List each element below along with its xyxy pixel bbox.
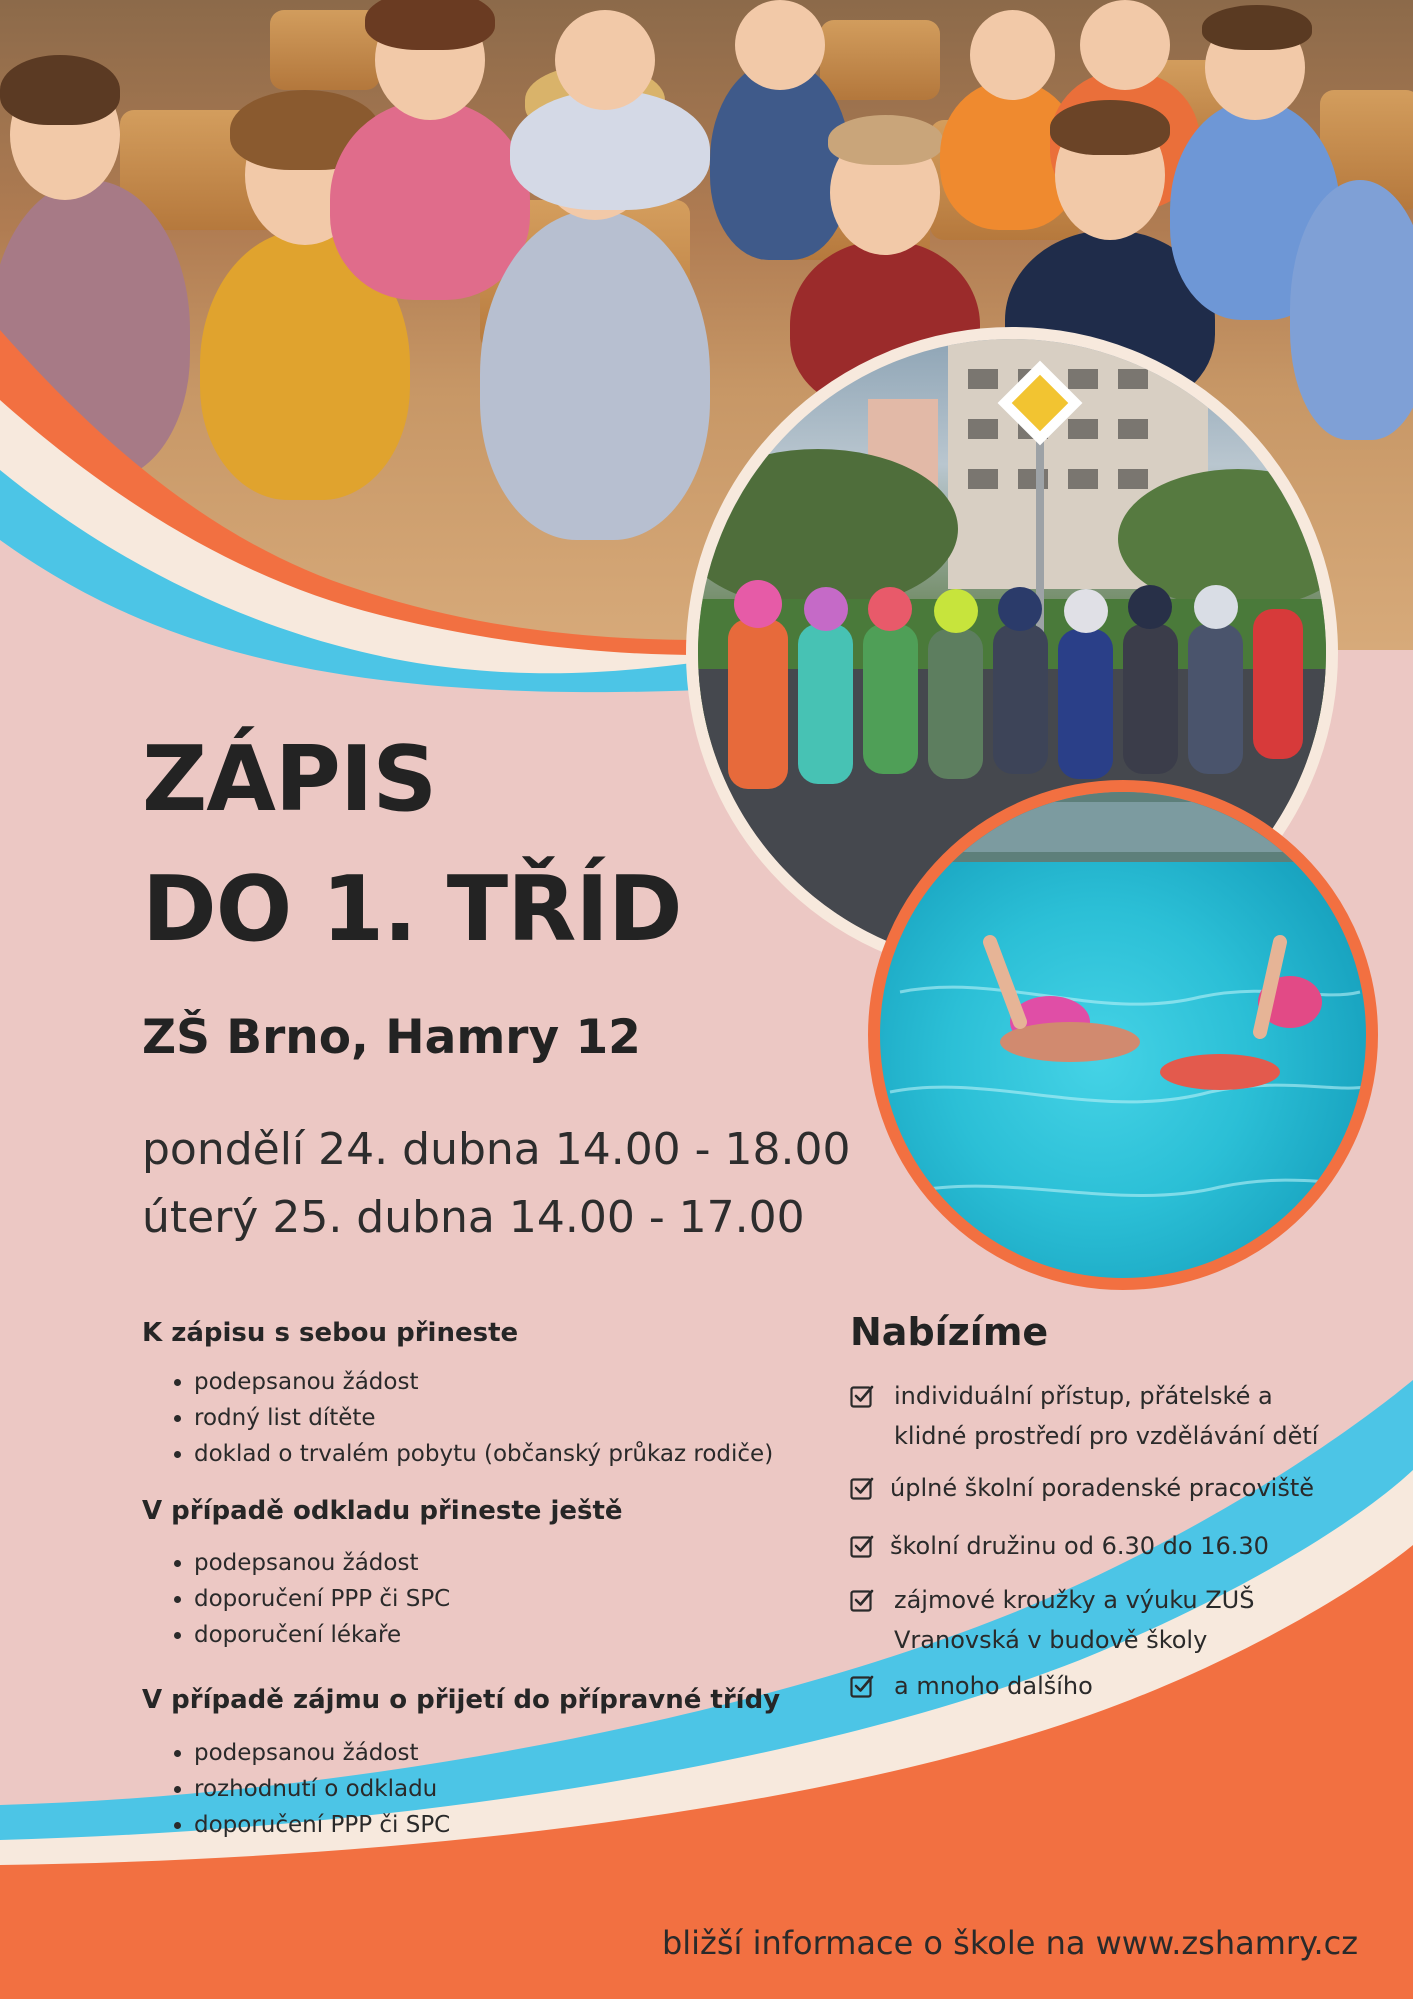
list-item: • doklad o trvalém pobytu (občanský průkaz rodiče): [194, 1436, 773, 1472]
checkbox-icon: [850, 1534, 874, 1558]
checkbox-icon: [850, 1384, 874, 1408]
list-item: • podepsanou žádost: [194, 1364, 773, 1400]
offer-item: [850, 1468, 1370, 1508]
offer-text: klidné prostředí pro vzdělávání dětí: [894, 1422, 1319, 1450]
offer-text: individuální přístup, přátelské a: [894, 1382, 1273, 1410]
date-tuesday: úterý 25. dubna 14.00 - 17.00: [142, 1192, 805, 1243]
footer-info: bližší informace o škole na www.zshamry.cz: [661, 1924, 1358, 1962]
postpone-heading: V případě odkladu přineste ještě: [142, 1496, 623, 1526]
offer-text: Vranovská v budově školy: [894, 1626, 1208, 1654]
list-item: • doporučení PPP či SPC: [194, 1807, 450, 1843]
list-item: • doporučení PPP či SPC: [194, 1581, 450, 1617]
prep-heading: V případě zájmu o přijetí do přípravné třídy: [142, 1685, 781, 1715]
checkbox-icon: [850, 1674, 874, 1698]
offer-heading: Nabízíme: [850, 1310, 1049, 1354]
date-monday: pondělí 24. dubna 14.00 - 18.00: [142, 1124, 851, 1175]
list-item: • podepsanou žádost: [194, 1545, 450, 1581]
offer-text: a mnoho dalšího: [894, 1672, 1093, 1700]
offer-item: [850, 1580, 1370, 1662]
title-line-1: ZÁPIS: [142, 727, 437, 832]
offer-item: [850, 1526, 1370, 1566]
offer-text: školní družinu od 6.30 do 16.30: [890, 1532, 1269, 1560]
postpone-list: [162, 1545, 450, 1653]
school-name: ZŠ Brno, Hamry 12: [142, 1010, 641, 1065]
swimming-pool-photo: [868, 780, 1378, 1290]
offer-item: [850, 1666, 1370, 1706]
list-item: • doporučení lékaře: [194, 1617, 450, 1653]
offer-text: zájmové kroužky a výuku ZUŠ: [894, 1586, 1255, 1614]
checkbox-icon: [850, 1476, 874, 1500]
bring-list: [162, 1364, 773, 1472]
title-line-2: DO 1. TŘÍD: [142, 857, 682, 962]
prep-list: [162, 1735, 450, 1843]
bring-heading: K zápisu s sebou přineste: [142, 1318, 519, 1348]
list-item: • rodný list dítěte: [194, 1400, 773, 1436]
list-item: • podepsanou žádost: [194, 1735, 450, 1771]
list-item: • rozhodnutí o odkladu: [194, 1771, 450, 1807]
offer-text: úplné školní poradenské pracoviště: [890, 1474, 1315, 1502]
checkbox-icon: [850, 1588, 874, 1612]
offer-item: [850, 1376, 1370, 1458]
